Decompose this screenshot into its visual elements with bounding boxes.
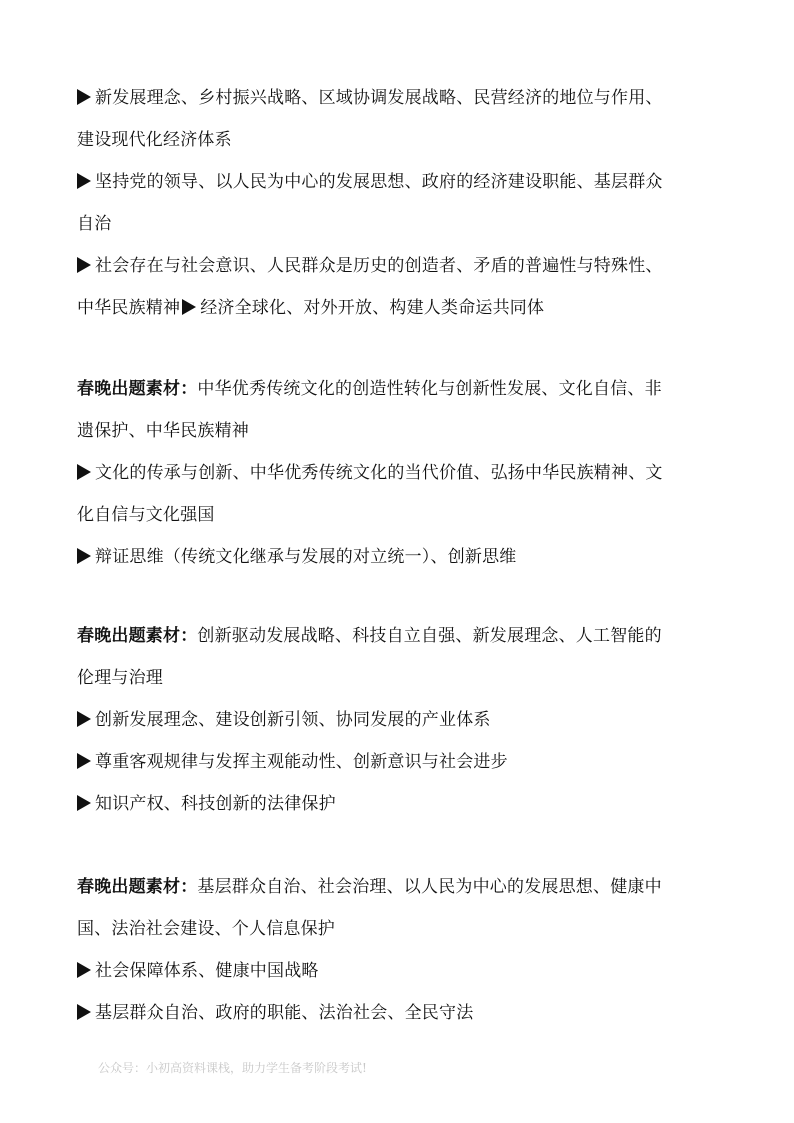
list-item: 基层群众自治、政府的职能、法治社会、全民守法 xyxy=(77,992,727,1034)
list-item: 坚持党的领导、以人民为中心的发展思想、政府的经济建设职能、基层群众 xyxy=(77,161,727,203)
right-triangle-icon xyxy=(77,1004,91,1020)
right-triangle-icon xyxy=(77,795,91,811)
section-culture xyxy=(77,368,727,578)
list-item-continuation: 自治 xyxy=(77,214,112,234)
right-triangle-icon xyxy=(77,257,91,273)
list-item: 新发展理念、乡村振兴战略、区域协调发展战略、民营经济的地位与作用、 xyxy=(77,77,727,119)
right-triangle-icon xyxy=(77,173,91,189)
list-item-continuation: 化自信与文化强国 xyxy=(77,505,215,525)
section-heading-continuation: 遗保护、中华民族精神 xyxy=(77,421,249,441)
right-triangle-icon xyxy=(77,464,91,480)
list-item-continuation: 建设现代化经济体系 xyxy=(77,130,232,150)
right-triangle-icon xyxy=(77,89,91,105)
section-governance xyxy=(77,866,727,1034)
section-heading-continuation: 国、法治社会建设、个人信息保护 xyxy=(77,919,335,939)
right-triangle-icon xyxy=(182,299,196,315)
list-item: 尊重客观规律与发挥主观能动性、创新意识与社会进步 xyxy=(77,741,727,783)
right-triangle-icon xyxy=(77,711,91,727)
watermark-text: 公众号：小初高资料课栈，助力学生备考阶段考试! xyxy=(98,1061,367,1075)
top-bullet-list xyxy=(77,77,727,329)
section-heading-continuation: 伦理与治理 xyxy=(77,668,163,688)
list-item: 创新发展理念、建设创新引领、协同发展的产业体系 xyxy=(77,699,727,741)
right-triangle-icon xyxy=(77,548,91,564)
section-label: 春晚出题素材： xyxy=(77,877,198,897)
section-heading: 春晚出题素材：基层群众自治、社会治理、以人民为中心的发展思想、健康中 xyxy=(77,877,662,897)
list-item: 社会存在与社会意识、人民群众是历史的创造者、矛盾的普遍性与特殊性、 xyxy=(77,245,727,287)
list-item: 辩证思维（传统文化继承与发展的对立统一）、创新思维 xyxy=(77,536,727,578)
section-label: 春晚出题素材： xyxy=(77,626,198,646)
list-item: 社会保障体系、健康中国战略 xyxy=(77,950,727,992)
right-triangle-icon xyxy=(77,962,91,978)
section-heading: 春晚出题素材：中华优秀传统文化的创造性转化与创新性发展、文化自信、非 xyxy=(77,379,662,399)
list-item: 文化的传承与创新、中华优秀传统文化的当代价值、弘扬中华民族精神、文 xyxy=(77,452,727,494)
list-item-continuation: 中华民族精神 经济全球化、对外开放、构建人类命运共同体 xyxy=(77,298,545,318)
section-innovation xyxy=(77,615,727,825)
section-heading: 春晚出题素材：创新驱动发展战略、科技自立自强、新发展理念、人工智能的 xyxy=(77,626,662,646)
list-item: 知识产权、科技创新的法律保护 xyxy=(77,783,727,825)
section-label: 春晚出题素材： xyxy=(77,379,198,399)
right-triangle-icon xyxy=(77,753,91,769)
